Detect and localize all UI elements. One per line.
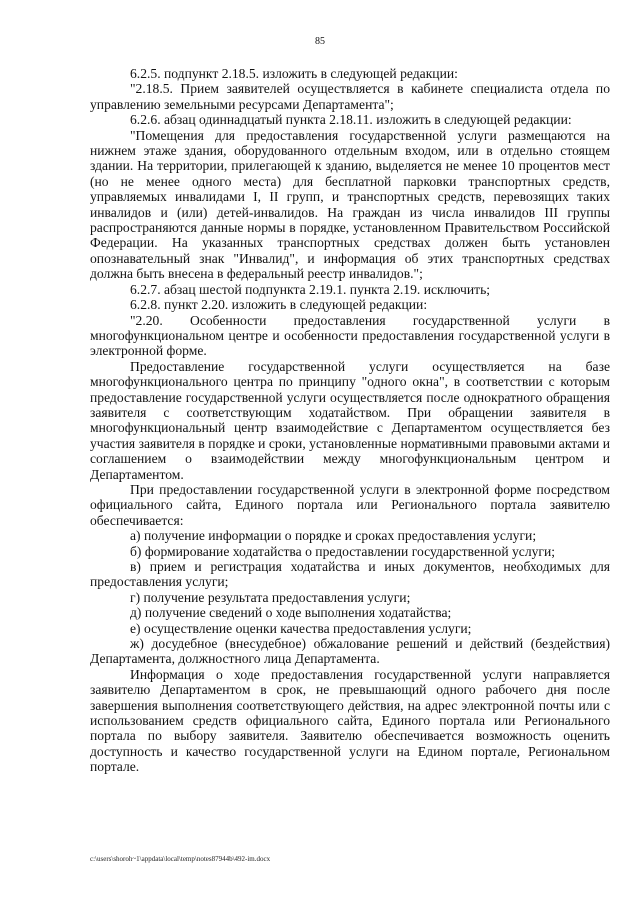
paragraph: Информация о ходе предоставления государственной услуги направляется заявителю Департаментом в срок, не превышающий одного рабочего дня после завершения выполнения соответствующего действия, на адрес электронной почты или с использованием средств официального сайта, Единого портала или Регионального портала по выбору заявителя. Заявителю обеспечивается возможность оценить доступность и качество государственной услуги на Едином портале, Региональном портале. bbox=[90, 666, 610, 775]
paragraph: "2.20. Особенности предоставления государственной услуги в многофункциональном центре и особенности предоставления государственной услуги в электронной форме. bbox=[90, 312, 610, 359]
list-item: в) прием и регистрация ходатайства и иных документов, необходимых для предоставления услуги; bbox=[90, 559, 610, 590]
document-body bbox=[90, 66, 610, 775]
list-item: г) получение результата предоставления услуги; bbox=[130, 589, 411, 605]
paragraph: 6.2.7. абзац шестой подпункта 2.19.1. пункта 2.19. исключить; bbox=[130, 281, 491, 297]
paragraph: 6.2.8. пункт 2.20. изложить в следующей редакции: bbox=[130, 297, 428, 313]
paragraph: "2.18.5. Прием заявителей осуществляется в кабинете специалиста отдела по управлению земельными ресурсами Департамента"; bbox=[90, 81, 610, 112]
list-item: ж) досудебное (внесудебное) обжалование решений и действий (бездействия) Департамента, должностного лица Департамента. bbox=[90, 636, 610, 667]
file-path-footer: c:\users\shoroh~1\appdata\local\temp\notes87944b\492-im.docx bbox=[90, 855, 271, 863]
paragraph: 6.2.5. подпункт 2.18.5. изложить в следующей редакции: bbox=[130, 66, 458, 81]
list-item: е) осуществление оценки качества предоставления услуги; bbox=[130, 620, 472, 636]
paragraph: 6.2.6. абзац одиннадцатый пункта 2.18.11. изложить в следующей редакции: bbox=[130, 112, 572, 128]
paragraph: Предоставление государственной услуги осуществляется на базе многофункционального центра по принципу "одного окна", в соответствии с которым предоставление государственной услуги осуществляется после однократного обращения заявителя с соответствующим ходатайством. При обращении заявителя в многофункциональный центр взаимодействие с Департаментом осуществляется без участия заявителя в порядке и сроки, установленные нормативными правовыми актами и соглашением о взаимодействии между многофункциональным центром и Департаментом. bbox=[90, 358, 610, 482]
paragraph: При предоставлении государственной услуги в электронной форме посредством официального сайта, Единого портала или Регионального портала заявителю обеспечивается: bbox=[90, 481, 610, 528]
paragraph: "Помещения для предоставления государственной услуги размещаются на нижнем этаже здания, оборудованного отдельным входом, или в отдельно стоящем здании. На территории, прилегающей к зданию, выделяется не менее 10 процентов мест (но не менее одного места) для бесплатной парковки транспортных средств, управляемых инвалидами I, II групп, и транспортных средств, перевозящих таких инвалидов и (или) детей-инвалидов. На граждан из числа инвалидов III группы распространяются данные нормы в порядке, установленном Правительством Российской Федерации. На указанных транспортных средствах должен быть установлен опознавательный знак "Инвалид", и информация об этих транспортных средствах должна быть внесена в федеральный реестр инвалидов."; bbox=[90, 127, 610, 282]
list-item: б) формирование ходатайства о предоставлении государственной услуги; bbox=[130, 543, 556, 559]
list-item: д) получение сведений о ходе выполнения ходатайства; bbox=[130, 605, 452, 621]
page-number: 85 bbox=[315, 36, 325, 47]
list-item: а) получение информации о порядке и сроках предоставления услуги; bbox=[130, 528, 537, 544]
